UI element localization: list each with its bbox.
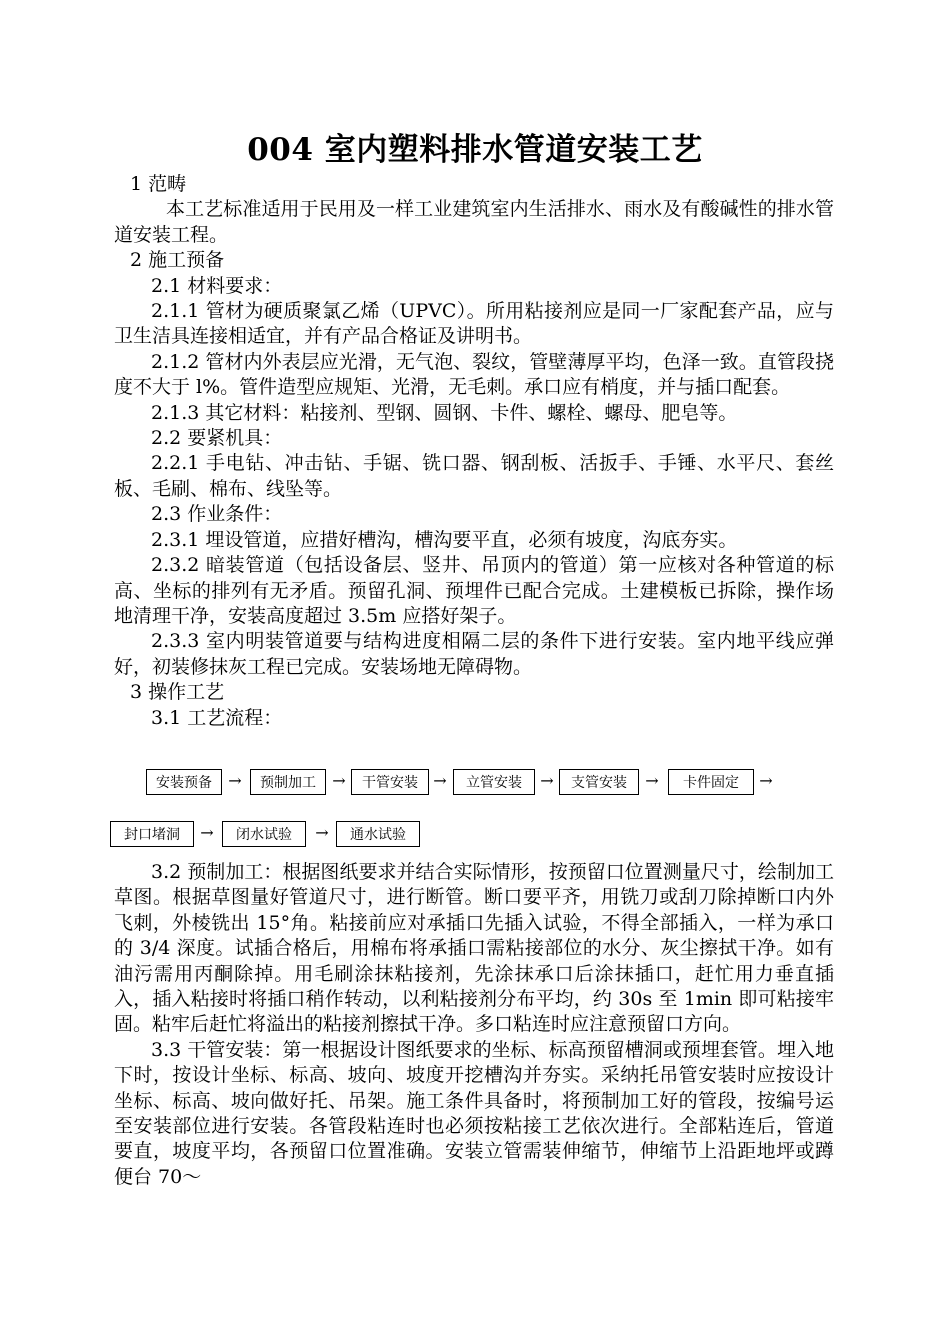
flow-arrow: → [200, 823, 214, 842]
section-heading: 3.1 工艺流程： [151, 706, 283, 729]
flow-arrow: → [645, 771, 659, 790]
flow-step: 安装预备 [146, 769, 222, 795]
section-heading: 2.2 要紧机具： [151, 427, 283, 450]
flow-step: 闭水试验 [222, 821, 306, 847]
document-body-bottom [114, 860, 834, 1190]
flow-step: 立管安装 [453, 769, 535, 795]
flow-arrow: → [433, 771, 447, 790]
document-body-top [114, 172, 834, 731]
flow-arrow: → [540, 771, 554, 790]
section-heading: 3 操作工艺 [130, 681, 225, 704]
paragraph: 2.1.2 管材内外表层应光滑，无气泡、裂纹，管壁薄厚平均，色泽一致。直管段挠度不大于 l%。管件造型应规矩、光滑，无毛刺。承口应有梢度，并与插口配套。 [114, 350, 834, 399]
flow-step: 封口堵洞 [110, 821, 194, 847]
page-title: 004 室内塑料排水管道安装工艺 [247, 132, 703, 168]
section-heading: 1 范畴 [130, 173, 187, 195]
flow-step: 卡件固定 [668, 769, 754, 795]
section-heading: 2 施工预备 [130, 249, 225, 272]
section-heading: 2.3 作业条件： [151, 503, 283, 526]
flow-step: 支管安装 [559, 769, 639, 795]
paragraph: 2.3.1 埋设管道，应措好槽沟，槽沟要平直，必须有坡度，沟底夯实。 [151, 528, 738, 551]
paragraph: 2.2.1 手电钻、冲击钻、手锯、铣口器、钢刮板、活扳手、手锤、水平尺、套丝板、毛刷、棉布、线坠等。 [114, 452, 834, 500]
flow-step: 干管安装 [351, 769, 429, 795]
flow-arrow: → [332, 771, 346, 790]
paragraph: 3.3 干管安装：第一根据设计图纸要求的坐标、标高预留槽洞或预埋套管。埋入地下时，按设计坐标、标高、坡向、坡度开挖槽沟并夯实。采纳托吊管安装时应按设计坐标、标高、坡向做好托、吊架。施工条件具备时，将预制加工好的管段，按编号运至安装部位进行安装。各管段粘连时也必须按粘接工艺依次进行。全部粘连后，管道要直，坡度平均，各预留口位置准确。安装立管需装伸缩节，伸缩节上沿距地坪或蹲便台 70～ [114, 1038, 834, 1188]
paragraph: 2.3.2 暗装管道（包括设备层、竖井、吊顶内的管道）第一应核对各种管道的标高、坐标的排列有无矛盾。预留孔洞、预埋件已配合完成。土建模板已拆除，操作场地清理干净，安装高度超过 3.5m 应搭好架子。 [114, 554, 834, 627]
paragraph: 2.1.3 其它材料：粘接剂、型钢、圆钢、卡件、螺栓、螺母、肥皂等。 [151, 401, 738, 424]
flow-arrow: → [228, 771, 242, 790]
paragraph: 2.3.3 室内明装管道要与结构进度相隔二层的条件下进行安装。室内地平线应弹好，初装修抹灰工程已完成。安装场地无障碍物。 [114, 630, 834, 678]
section-heading: 2.1 材料要求： [151, 274, 283, 297]
paragraph: 3.2 预制加工：根据图纸要求并结合实际情形，按预留口位置测量尺寸，绘制加工草图。根据草图量好管道尺寸，进行断管。断口要平齐，用铣刀或刮刀除掉断口内外飞刺，外棱铣出 15°角。粘接前应对承插口先插入试验，不得全部插入，一样为承口的 3/4 深度。试插合格后，用棉布将承插口需粘接部位的水分、灰尘擦拭干净。如有油污需用丙酮除掉。用毛刷涂抹粘接剂，先涂抹承口后涂抹插口，赶忙用力垂直插入，插入粘接时将插口稍作转动，以利粘接剂分布平均，约 30s 至 1min 即可粘接牢固。粘牢后赶忙将溢出的粘接剂擦拭干净。多口粘连时应注意预留口方向。 [114, 861, 834, 1036]
paragraph: 本工艺标准适用于民用及一样工业建筑室内生活排水、雨水及有酸碱性的排水管道安装工程。 [114, 198, 834, 246]
flow-step: 预制加工 [250, 769, 326, 795]
paragraph: 2.1.1 管材为硬质聚氯乙烯（UPVC）。所用粘接剂应是同一厂家配套产品，应与卫生洁具连接相适宜，并有产品合格证及讲明书。 [114, 300, 834, 348]
flow-step: 通水试验 [336, 821, 420, 847]
flow-arrow: → [759, 771, 773, 790]
flow-arrow: → [315, 823, 329, 842]
